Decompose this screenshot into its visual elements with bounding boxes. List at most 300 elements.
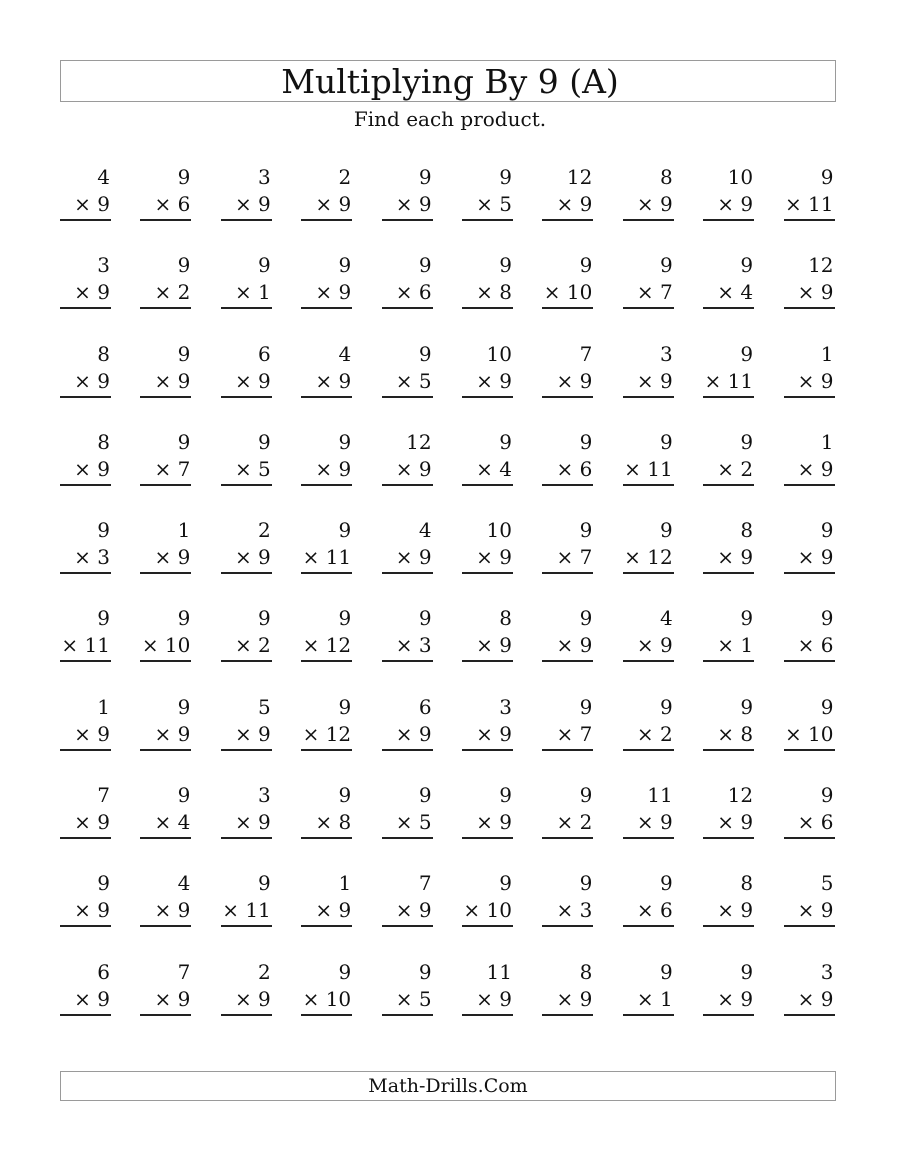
multiplier-with-answer-line: × 9 [140, 544, 191, 574]
multiplier-with-answer-line: × 9 [784, 368, 835, 398]
problem [542, 517, 593, 605]
multiplier-with-answer-line: × 2 [140, 279, 191, 309]
multiplier-with-answer-line: × 9 [140, 368, 191, 398]
multiplier-with-answer-line: × 9 [382, 456, 433, 486]
problem [542, 605, 593, 693]
multiplier-with-answer-line: × 5 [382, 809, 433, 839]
problem [221, 164, 272, 252]
multiplicand: 9 [338, 518, 352, 543]
multiplicand: 11 [486, 959, 512, 984]
problem [60, 605, 111, 693]
multiplier-with-answer-line: × 5 [221, 456, 272, 486]
problem [703, 517, 754, 605]
multiplier-with-answer-line: × 6 [784, 632, 835, 662]
multiplier-with-answer-line: × 9 [301, 456, 352, 486]
problem [623, 429, 674, 517]
multiplicand: 3 [660, 341, 673, 366]
multiplicand: 9 [820, 518, 834, 543]
multiplicand: 9 [579, 253, 593, 278]
problem [60, 164, 111, 252]
multiplier-with-answer-line: × 7 [542, 721, 593, 751]
problem [542, 164, 593, 252]
problem [301, 341, 352, 429]
multiplicand: 9 [338, 253, 352, 278]
multiplicand: 9 [499, 165, 512, 189]
multiplier-with-answer-line: × 9 [221, 986, 272, 1016]
multiplicand: 9 [579, 694, 593, 719]
problem [703, 782, 754, 870]
multiplier-with-answer-line: × 10 [301, 986, 352, 1016]
problem [542, 870, 593, 958]
problem [784, 694, 835, 782]
problem [703, 341, 754, 429]
problem [703, 605, 754, 693]
multiplier-with-answer-line: × 9 [784, 456, 835, 486]
problem [60, 517, 111, 605]
multiplicand: 9 [499, 429, 512, 454]
multiplicand: 1 [177, 518, 191, 543]
problem [784, 782, 835, 870]
multiplicand: 10 [486, 518, 512, 543]
multiplier-with-answer-line: × 7 [140, 456, 191, 486]
multiplier-with-answer-line: × 11 [623, 456, 674, 486]
problem [623, 605, 674, 693]
problem [623, 164, 674, 252]
multiplier-with-answer-line: × 11 [60, 632, 111, 662]
multiplier-with-answer-line: × 9 [623, 632, 674, 662]
multiplier-with-answer-line: × 9 [703, 897, 754, 927]
multiplicand: 9 [177, 783, 191, 808]
multiplier-with-answer-line: × 9 [60, 721, 111, 751]
problem [382, 341, 433, 429]
multiplicand: 10 [486, 341, 512, 366]
problem [60, 429, 111, 517]
problem [301, 429, 352, 517]
multiplicand: 9 [418, 165, 432, 189]
multiplicand: 9 [177, 253, 191, 278]
problem [784, 252, 835, 340]
problem [542, 429, 593, 517]
problem [623, 782, 674, 870]
multiplier-with-answer-line: × 9 [623, 191, 674, 221]
multiplier-with-answer-line: × 12 [301, 721, 352, 751]
page-title: Multiplying By 9 (A) [281, 62, 619, 101]
problem [301, 252, 352, 340]
problem [382, 252, 433, 340]
multiplicand: 9 [338, 694, 352, 719]
multiplicand: 9 [338, 606, 352, 631]
problem [60, 959, 111, 1047]
multiplier-with-answer-line: × 9 [542, 191, 593, 221]
multiplicand: 9 [660, 959, 673, 984]
multiplier-with-answer-line: × 9 [703, 544, 754, 574]
problem [140, 694, 191, 782]
problem [623, 252, 674, 340]
multiplicand: 9 [740, 694, 754, 719]
problem [140, 959, 191, 1047]
problem-row [60, 694, 840, 782]
multiplicand: 8 [579, 959, 593, 984]
problem [221, 517, 272, 605]
problem [60, 341, 111, 429]
multiplicand: 9 [660, 871, 673, 896]
problem-row [60, 429, 840, 517]
multiplicand: 9 [820, 606, 834, 631]
problem [462, 870, 513, 958]
multiplier-with-answer-line: × 12 [623, 544, 674, 574]
multiplicand: 8 [740, 518, 754, 543]
problem [703, 870, 754, 958]
problem-row [60, 341, 840, 429]
multiplier-with-answer-line: × 6 [623, 897, 674, 927]
multiplier-with-answer-line: × 9 [60, 279, 111, 309]
problem [462, 517, 513, 605]
footer [60, 1071, 836, 1101]
multiplier-with-answer-line: × 9 [140, 897, 191, 927]
problem [462, 694, 513, 782]
problem [140, 164, 191, 252]
multiplicand: 8 [97, 341, 110, 366]
multiplier-with-answer-line: × 9 [382, 721, 433, 751]
problem [784, 164, 835, 252]
multiplicand: 9 [499, 871, 512, 896]
multiplicand: 10 [727, 165, 754, 189]
multiplier-with-answer-line: × 9 [60, 897, 111, 927]
problem [462, 605, 513, 693]
multiplicand: 9 [258, 429, 271, 454]
problem [301, 959, 352, 1047]
multiplier-with-answer-line: × 9 [301, 368, 352, 398]
problem [784, 959, 835, 1047]
multiplicand: 1 [97, 694, 110, 719]
multiplicand: 9 [258, 253, 271, 278]
problem-row [60, 252, 840, 340]
multiplier-with-answer-line: × 9 [542, 632, 593, 662]
footer-site-label: Math-Drills.Com [368, 1075, 528, 1097]
multiplier-with-answer-line: × 1 [623, 986, 674, 1016]
problem [542, 959, 593, 1047]
multiplicand: 9 [740, 429, 754, 454]
problem [703, 164, 754, 252]
multiplicand: 11 [647, 783, 673, 808]
multiplier-with-answer-line: × 9 [301, 279, 352, 309]
multiplicand: 1 [820, 341, 834, 366]
problem [542, 252, 593, 340]
problem [462, 164, 513, 252]
problem-row [60, 870, 840, 958]
multiplier-with-answer-line: × 9 [703, 191, 754, 221]
problem [623, 341, 674, 429]
problem [623, 517, 674, 605]
problem [462, 429, 513, 517]
problem [60, 252, 111, 340]
problem [221, 341, 272, 429]
multiplier-with-answer-line: × 9 [784, 544, 835, 574]
problem [703, 694, 754, 782]
multiplicand: 9 [660, 694, 673, 719]
multiplier-with-answer-line: × 9 [623, 368, 674, 398]
multiplicand: 9 [338, 429, 352, 454]
multiplicand: 9 [338, 959, 352, 984]
multiplicand: 9 [177, 429, 191, 454]
multiplicand: 4 [418, 518, 432, 543]
problem-row [60, 782, 840, 870]
multiplicand: 9 [740, 959, 754, 984]
problem [784, 870, 835, 958]
multiplier-with-answer-line: × 5 [382, 986, 433, 1016]
multiplier-with-answer-line: × 9 [703, 809, 754, 839]
multiplicand: 8 [499, 606, 512, 631]
multiplier-with-answer-line: × 9 [221, 544, 272, 574]
multiplier-with-answer-line: × 5 [462, 191, 513, 221]
multiplier-with-answer-line: × 9 [221, 721, 272, 751]
multiplicand: 1 [820, 429, 834, 454]
multiplier-with-answer-line: × 9 [462, 368, 513, 398]
problem [703, 959, 754, 1047]
multiplicand: 9 [660, 518, 673, 543]
multiplicand: 2 [258, 518, 271, 543]
multiplier-with-answer-line: × 9 [382, 897, 433, 927]
multiplier-with-answer-line: × 9 [382, 191, 433, 221]
multiplier-with-answer-line: × 9 [140, 721, 191, 751]
problem [301, 517, 352, 605]
multiplicand: 9 [97, 871, 110, 896]
multiplier-with-answer-line: × 8 [703, 721, 754, 751]
problem [221, 252, 272, 340]
problem [60, 782, 111, 870]
multiplicand: 3 [499, 694, 512, 719]
problem [623, 959, 674, 1047]
multiplicand: 3 [820, 959, 834, 984]
multiplier-with-answer-line: × 9 [221, 368, 272, 398]
problem [140, 341, 191, 429]
multiplicand: 9 [499, 783, 512, 808]
multiplicand: 2 [338, 165, 352, 189]
problem [60, 870, 111, 958]
multiplicand: 7 [97, 783, 110, 808]
multiplier-with-answer-line: × 6 [382, 279, 433, 309]
multiplier-with-answer-line: × 4 [140, 809, 191, 839]
multiplier-with-answer-line: × 9 [60, 368, 111, 398]
multiplier-with-answer-line: × 6 [140, 191, 191, 221]
problem [221, 605, 272, 693]
problem [382, 164, 433, 252]
problem [382, 429, 433, 517]
multiplicand: 12 [727, 783, 754, 808]
problem-grid [60, 164, 840, 1047]
multiplicand: 8 [97, 429, 110, 454]
multiplicand: 9 [177, 341, 191, 366]
problem [221, 870, 272, 958]
multiplicand: 9 [660, 429, 673, 454]
multiplier-with-answer-line: × 12 [301, 632, 352, 662]
multiplier-with-answer-line: × 9 [784, 279, 835, 309]
multiplier-with-answer-line: × 9 [462, 721, 513, 751]
multiplier-with-answer-line: × 10 [462, 897, 513, 927]
multiplicand: 6 [97, 959, 110, 984]
problem [140, 252, 191, 340]
multiplier-with-answer-line: × 9 [623, 809, 674, 839]
multiplicand: 9 [820, 165, 834, 189]
multiplicand: 5 [258, 694, 271, 719]
problem [221, 694, 272, 782]
multiplicand: 9 [258, 871, 271, 896]
multiplier-with-answer-line: × 4 [703, 279, 754, 309]
problem [140, 429, 191, 517]
multiplicand: 9 [820, 694, 834, 719]
problem [703, 252, 754, 340]
multiplier-with-answer-line: × 9 [60, 456, 111, 486]
multiplier-with-answer-line: × 9 [542, 986, 593, 1016]
multiplicand: 9 [579, 606, 593, 631]
instructions: Find each product. [353, 107, 547, 131]
problem-row [60, 959, 840, 1047]
multiplicand: 3 [97, 253, 110, 278]
multiplier-with-answer-line: × 10 [542, 279, 593, 309]
multiplier-with-answer-line: × 10 [140, 632, 191, 662]
multiplicand: 9 [418, 783, 432, 808]
problem [221, 959, 272, 1047]
problem [542, 341, 593, 429]
problem [301, 870, 352, 958]
multiplier-with-answer-line: × 9 [462, 632, 513, 662]
multiplier-with-answer-line: × 9 [542, 368, 593, 398]
multiplicand: 1 [338, 871, 352, 896]
problem [382, 694, 433, 782]
multiplicand: 9 [97, 606, 110, 631]
multiplicand: 9 [177, 606, 191, 631]
multiplicand: 9 [740, 253, 754, 278]
multiplicand: 9 [258, 606, 271, 631]
problem [301, 605, 352, 693]
multiplier-with-answer-line: × 3 [382, 632, 433, 662]
multiplier-with-answer-line: × 3 [542, 897, 593, 927]
multiplicand: 9 [740, 341, 754, 366]
multiplier-with-answer-line: × 11 [221, 897, 272, 927]
multiplier-with-answer-line: × 11 [784, 191, 835, 221]
multiplier-with-answer-line: × 11 [703, 368, 754, 398]
multiplicand: 4 [660, 606, 673, 631]
multiplier-with-answer-line: × 2 [221, 632, 272, 662]
multiplicand: 12 [406, 429, 432, 454]
problem [382, 782, 433, 870]
multiplicand: 5 [820, 871, 834, 896]
problem [703, 429, 754, 517]
multiplicand: 8 [660, 165, 673, 189]
problem [784, 341, 835, 429]
problem [140, 782, 191, 870]
problem [140, 870, 191, 958]
multiplier-with-answer-line: × 6 [784, 809, 835, 839]
multiplier-with-answer-line: × 4 [462, 456, 513, 486]
multiplier-with-answer-line: × 7 [542, 544, 593, 574]
multiplier-with-answer-line: × 9 [60, 809, 111, 839]
multiplicand: 4 [97, 165, 110, 189]
problem [301, 694, 352, 782]
problem [60, 694, 111, 782]
multiplier-with-answer-line: × 2 [542, 809, 593, 839]
multiplier-with-answer-line: × 9 [462, 986, 513, 1016]
multiplicand: 9 [820, 783, 834, 808]
problem [301, 164, 352, 252]
multiplier-with-answer-line: × 6 [542, 456, 593, 486]
multiplicand: 9 [177, 694, 191, 719]
multiplier-with-answer-line: × 9 [462, 544, 513, 574]
multiplicand: 12 [808, 253, 834, 278]
multiplicand: 7 [177, 959, 191, 984]
multiplicand: 9 [97, 518, 110, 543]
multiplier-with-answer-line: × 3 [60, 544, 111, 574]
problem [462, 959, 513, 1047]
multiplicand: 3 [258, 165, 271, 189]
multiplier-with-answer-line: × 10 [784, 721, 835, 751]
multiplier-with-answer-line: × 2 [703, 456, 754, 486]
multiplier-with-answer-line: × 9 [301, 191, 352, 221]
problem [382, 959, 433, 1047]
multiplicand: 9 [660, 253, 673, 278]
multiplicand: 12 [566, 165, 593, 189]
problem-row [60, 517, 840, 605]
problem-row [60, 164, 840, 252]
problem [221, 782, 272, 870]
multiplier-with-answer-line: × 9 [221, 809, 272, 839]
multiplicand: 2 [258, 959, 271, 984]
problem [140, 517, 191, 605]
multiplicand: 9 [579, 871, 593, 896]
multiplicand: 8 [740, 871, 754, 896]
multiplicand: 7 [579, 341, 593, 366]
multiplier-with-answer-line: × 9 [60, 191, 111, 221]
multiplicand: 9 [418, 341, 432, 366]
problem [542, 782, 593, 870]
problem [382, 605, 433, 693]
multiplier-with-answer-line: × 1 [221, 279, 272, 309]
multiplier-with-answer-line: × 1 [703, 632, 754, 662]
multiplier-with-answer-line: × 9 [140, 986, 191, 1016]
multiplier-with-answer-line: × 11 [301, 544, 352, 574]
multiplicand: 3 [258, 783, 271, 808]
problem [462, 252, 513, 340]
multiplier-with-answer-line: × 7 [623, 279, 674, 309]
problem-row [60, 605, 840, 693]
multiplier-with-answer-line: × 2 [623, 721, 674, 751]
multiplicand: 6 [418, 694, 432, 719]
multiplicand: 4 [177, 871, 191, 896]
problem [382, 517, 433, 605]
multiplier-with-answer-line: × 8 [301, 809, 352, 839]
multiplicand: 6 [258, 341, 271, 366]
problem [221, 429, 272, 517]
multiplier-with-answer-line: × 9 [382, 544, 433, 574]
multiplier-with-answer-line: × 8 [462, 279, 513, 309]
multiplier-with-answer-line: × 9 [784, 986, 835, 1016]
multiplicand: 9 [418, 959, 432, 984]
multiplier-with-answer-line: × 5 [382, 368, 433, 398]
multiplicand: 9 [579, 518, 593, 543]
multiplier-with-answer-line: × 9 [784, 897, 835, 927]
multiplicand: 9 [499, 253, 512, 278]
problem [784, 517, 835, 605]
multiplicand: 7 [418, 871, 432, 896]
problem [462, 341, 513, 429]
multiplicand: 9 [338, 783, 352, 808]
multiplicand: 9 [579, 783, 593, 808]
multiplicand: 4 [338, 341, 352, 366]
multiplicand: 9 [740, 606, 754, 631]
problem [382, 870, 433, 958]
problem [301, 782, 352, 870]
multiplicand: 9 [418, 253, 432, 278]
